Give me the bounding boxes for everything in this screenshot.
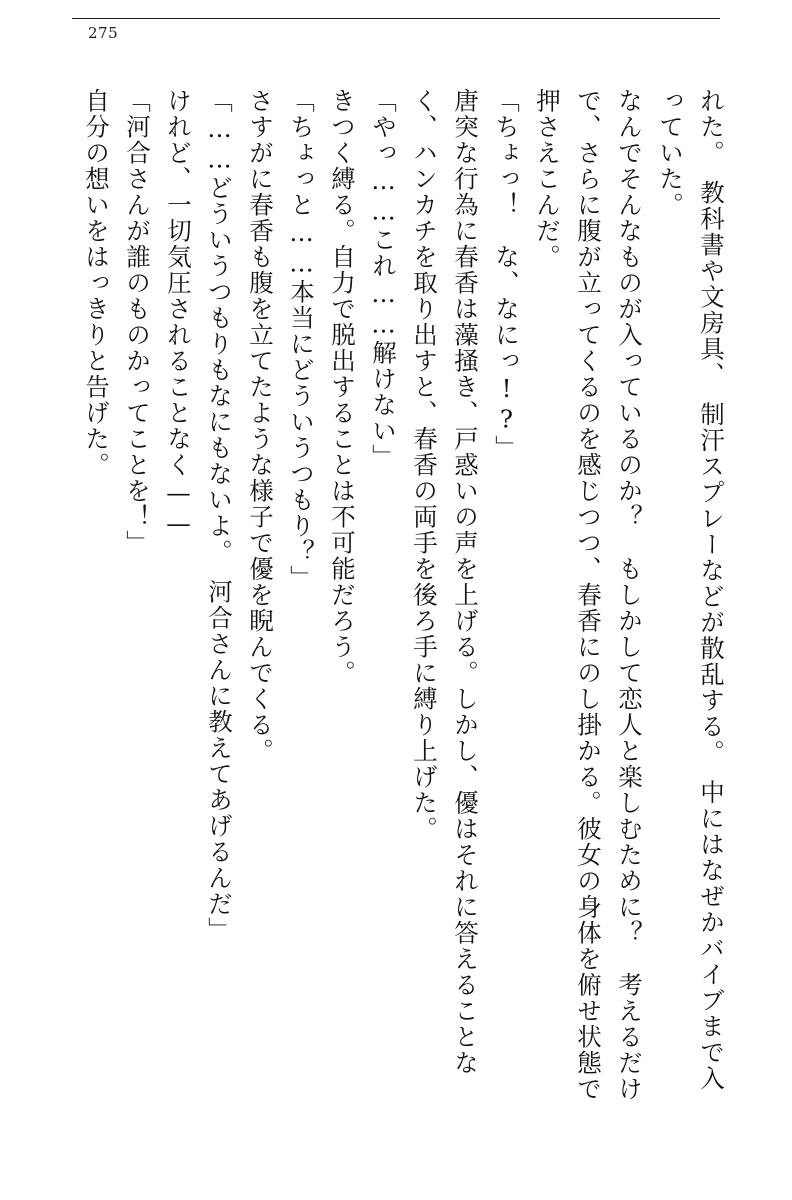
paragraph: きつく縛る。自力で脱出することは不可能だろう。: [328, 88, 357, 686]
paragraph: さすがに春香も腹を立てたような様子で優を睨んでくる。: [246, 88, 275, 764]
header-rule: [72, 18, 720, 19]
paragraph: れた。 教科書や文房具、 制汗スプレーなどが散乱する。 中にはなぜかバイブまで入っていた。: [656, 88, 726, 1092]
paragraph: 唐突な行為に春香は藻掻き、戸惑いの声を上げる。しかし、優はそれに答えることなく、ハンカチを取り出すと、春香の両手を後ろ手に縛り上げた。: [410, 88, 480, 1076]
paragraph: 「河合さんが誰のものかってことを！」: [123, 88, 152, 556]
paragraph: 「……どういうつもりもなにもないよ。 河合さんに教えてあげるんだ」: [205, 88, 234, 943]
page-number: 275: [88, 24, 119, 42]
paragraph: 「やっ……これ……解けない」: [369, 88, 398, 470]
paragraph: 「ちょっと……本当にどういうつもり？」: [287, 88, 316, 591]
paragraph: なんでそんなものが入っているのか？ もしかして恋人と楽しむために？ 考えるだけで、さらに腹が立ってくるのを感じつつ、春香にのし掛かる。彼女の身体を俯せ状態で押さえこんだ。: [533, 88, 644, 1102]
body-text-vertical: [82, 88, 732, 1108]
paragraph-with-ruby: けれど、一切気圧されることなく——: [164, 88, 193, 539]
paragraph: 自分の想いをはっきりと告げた。: [82, 88, 111, 478]
paragraph: 「ちょっ！ な、なにっ!?」: [492, 88, 521, 461]
